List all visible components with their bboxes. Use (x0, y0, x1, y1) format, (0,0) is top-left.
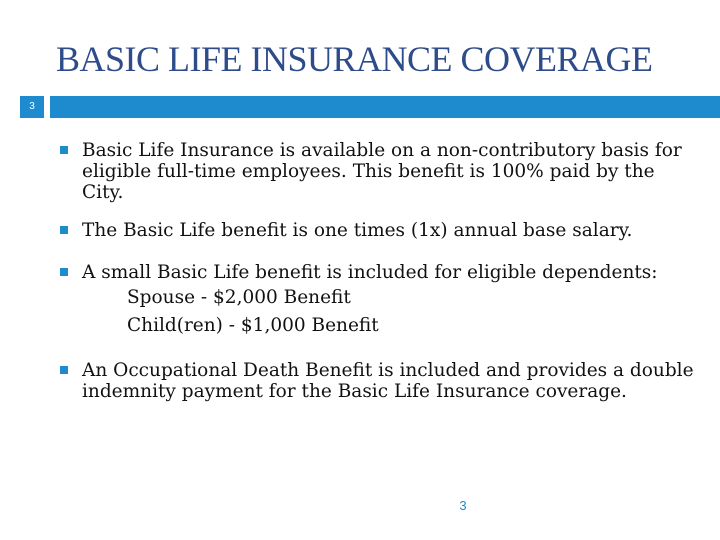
footer-page-number: 3 (459, 498, 467, 513)
bullet-text: A small Basic Life benefit is included for eligible dependents: (82, 262, 658, 283)
bullet-item (58, 140, 698, 203)
bullet-item (58, 360, 698, 402)
bullet-list (58, 140, 698, 402)
bullet-text: Basic Life Insurance is available on a non-contributory basis for eligible full-time employees. This benefit is 100% paid by the City. (82, 140, 682, 203)
bullet-text: The Basic Life benefit is one times (1x) annual base salary. (82, 220, 633, 241)
square-bullet-icon (60, 226, 68, 234)
dependent-benefit-spouse: Spouse - $2,000 Benefit (127, 287, 351, 308)
square-bullet-icon (60, 268, 68, 276)
square-bullet-icon (60, 146, 68, 154)
square-bullet-icon (60, 366, 68, 374)
bullet-text: An Occupational Death Benefit is included and provides a double indemnity payment for the Basic Life Insurance coverage. (82, 360, 694, 402)
header-divider-bar (50, 96, 720, 118)
slide-title: BASIC LIFE INSURANCE COVERAGE (56, 39, 653, 79)
dependent-benefit-children: Child(ren) - $1,000 Benefit (127, 315, 379, 336)
bullet-item (58, 220, 698, 241)
header-page-number: 3 (20, 96, 44, 118)
bullet-item (58, 262, 698, 340)
